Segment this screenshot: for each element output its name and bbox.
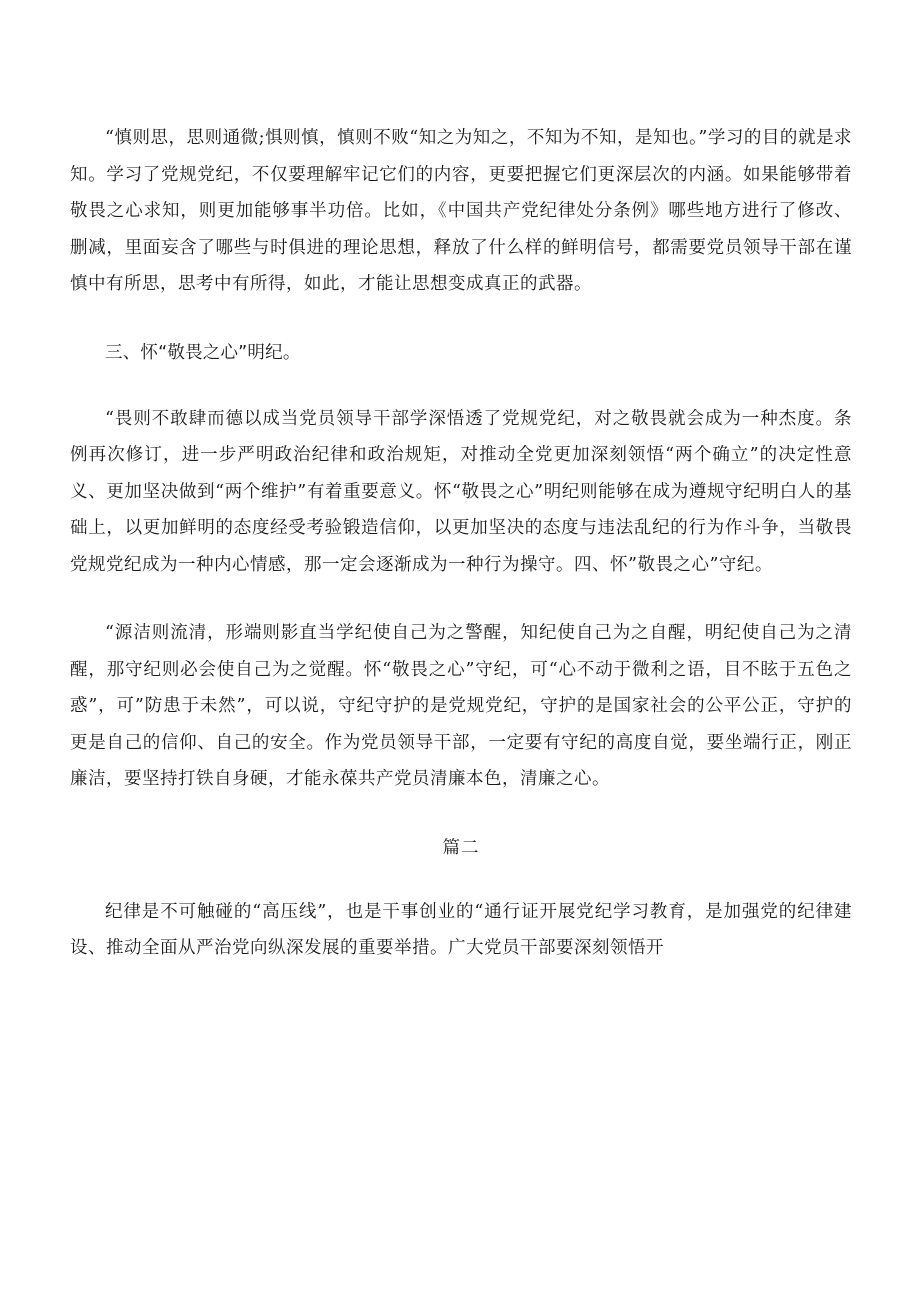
paragraph-1: “慎则思，思则通微;惧则慎，慎则不败“知之为知之，不知为不知，是知也。”学习的目的就是求知。学习了党规党纪，不仅要理解牢记它们的内容，更要把握它们更深层次的内涵。如果能够带着敬畏之心求知，则更加能够事半功倍。比如，《中国共产党纪律处分条例》哪些地方进行了修改、删减，里面妄含了哪些与时俱进的理论思想，释放了什么样的鲜明信号，都需要党员领导干部在谨慎中有所思，思考中有所得，如此，才能让思想变成真正的武器。 [70,128,852,294]
paragraph-3: “源洁则流清，形端则影直当学纪使自己为之警醒，知纪使自己为之自醒，明纪使自己为之清醒，那守纪则必会使自己为之觉醒。怀“敬畏之心”守纪，可“心不动于微利之语，目不眩于五色之惑”，可”防患于未然”，可以说，守纪守护的是党规党纪，守护的是国家社会的公平公正，守护的更是自己的信仰、自己的安全。作为党员领导干部，一定要有守纪的高度自觉，要坐端行正，刚正廉洁，要坚持打铁自身硬，才能永葆共产党员清廉本色，清廉之心。 [70,623,852,789]
section-title-part-two: 篇二 [442,837,480,858]
section-heading-3: 三、怀“敬畏之心”明纪。 [105,342,301,363]
document-page [70,100,852,967]
paragraph-2: “畏则不敢肆而德以成当党员领导干部学深悟透了党规党纪，对之敬畏就会成为一种杰度。条例再次修订，进一步严明政治纪律和政治规矩，对推动全党更加深刻领悟“两个确立”的决定性意义、更加坚决做到“两个维护”有着重要意义。怀“敬畏之心”明纪则能够在成为遵规守纪明白人的基础上，以更加鲜明的态度经受考验锻造信仰，以更加坚决的态度与违法乱纪的行为作斗争，当敬畏党规党纪成为一种内心情感，那一定会逐渐成为一种行为操守。四、怀”敬畏之心”守纪。 [70,408,852,575]
paragraph-4: 纪律是不可触碰的“高压线”，也是干事创业的“通行证开展党纪学习教育，是加强党的纪律建设、推动全面从严治党向纵深发展的重要举措。广大党员干部要深刻领悟开 [70,901,852,958]
